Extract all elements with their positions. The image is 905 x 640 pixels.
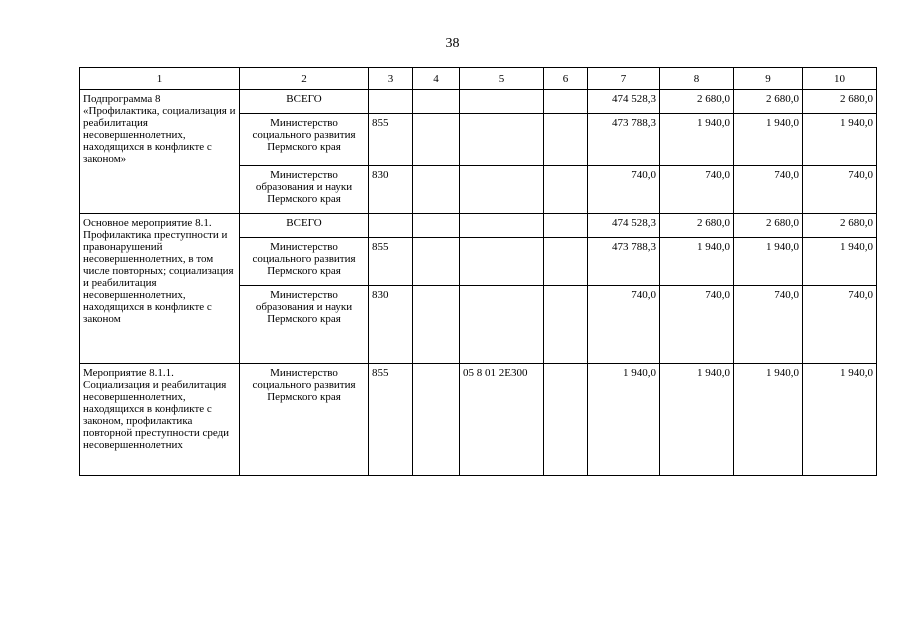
column-header: 8 <box>660 68 734 90</box>
code-cell <box>460 214 544 238</box>
amount-cell: 740,0 <box>660 166 734 214</box>
amount-cell: 2 680,0 <box>803 214 877 238</box>
program-name-cell: Подпрограмма 8 «Профилактика, социализация и реабилитация несовершеннолетних, находящихся в конфликте с законом» <box>80 90 240 214</box>
code-cell <box>413 114 460 166</box>
code-cell <box>544 238 588 286</box>
column-header: 7 <box>588 68 660 90</box>
amount-cell: 2 680,0 <box>734 214 803 238</box>
code-cell <box>369 90 413 114</box>
code-cell: 855 <box>369 238 413 286</box>
executor-cell: Министерство социального развития Пермского края <box>240 238 369 286</box>
code-cell <box>413 286 460 364</box>
amount-cell: 473 788,3 <box>588 114 660 166</box>
executor-cell: ВСЕГО <box>240 214 369 238</box>
executor-cell: Министерство образования и науки Пермского края <box>240 286 369 364</box>
code-cell <box>460 238 544 286</box>
code-cell <box>413 90 460 114</box>
code-cell <box>460 114 544 166</box>
table-row <box>80 364 877 476</box>
amount-cell: 2 680,0 <box>803 90 877 114</box>
amount-cell: 740,0 <box>803 286 877 364</box>
code-cell: 855 <box>369 114 413 166</box>
amount-cell: 1 940,0 <box>734 364 803 476</box>
amount-cell: 1 940,0 <box>660 238 734 286</box>
code-cell <box>544 364 588 476</box>
amount-cell: 740,0 <box>803 166 877 214</box>
amount-cell: 1 940,0 <box>734 238 803 286</box>
code-cell <box>544 214 588 238</box>
executor-cell: Министерство социального развития Пермского края <box>240 364 369 476</box>
code-cell <box>460 90 544 114</box>
code-cell <box>544 114 588 166</box>
program-name-cell: Мероприятие 8.1.1. Социализация и реабилитация несовершеннолетних, находящихся в конфликте с законом, профилактика повторной преступности среди несовершеннолетних <box>80 364 240 476</box>
code-cell <box>544 286 588 364</box>
code-cell <box>460 166 544 214</box>
column-header: 10 <box>803 68 877 90</box>
amount-cell: 1 940,0 <box>803 364 877 476</box>
program-name-cell: Основное мероприятие 8.1. Профилактика преступности и правонарушений несовершеннолетних, в том числе повторных; социализация и реабилитация несовершеннолетних, находящихся в конфликте с законом <box>80 214 240 364</box>
code-cell <box>544 166 588 214</box>
amount-cell: 740,0 <box>734 286 803 364</box>
amount-cell: 740,0 <box>588 286 660 364</box>
amount-cell: 1 940,0 <box>588 364 660 476</box>
amount-cell: 2 680,0 <box>734 90 803 114</box>
budget-table <box>79 67 877 476</box>
amount-cell: 473 788,3 <box>588 238 660 286</box>
column-header-row <box>80 68 877 90</box>
code-cell <box>460 286 544 364</box>
code-cell: 830 <box>369 286 413 364</box>
amount-cell: 740,0 <box>588 166 660 214</box>
column-header: 3 <box>369 68 413 90</box>
code-cell <box>413 364 460 476</box>
code-cell <box>413 214 460 238</box>
code-cell <box>544 90 588 114</box>
amount-cell: 2 680,0 <box>660 214 734 238</box>
amount-cell: 474 528,3 <box>588 214 660 238</box>
column-header: 1 <box>80 68 240 90</box>
column-header: 2 <box>240 68 369 90</box>
code-cell: 830 <box>369 166 413 214</box>
amount-cell: 2 680,0 <box>660 90 734 114</box>
table-row <box>80 90 877 114</box>
column-header: 9 <box>734 68 803 90</box>
executor-cell: Министерство образования и науки Пермского края <box>240 166 369 214</box>
amount-cell: 1 940,0 <box>660 114 734 166</box>
code-cell <box>413 166 460 214</box>
column-header: 6 <box>544 68 588 90</box>
amount-cell: 474 528,3 <box>588 90 660 114</box>
code-cell <box>369 214 413 238</box>
code-cell: 05 8 01 2Е300 <box>460 364 544 476</box>
executor-cell: Министерство социального развития Пермского края <box>240 114 369 166</box>
table-row <box>80 214 877 238</box>
amount-cell: 740,0 <box>734 166 803 214</box>
code-cell <box>413 238 460 286</box>
amount-cell: 1 940,0 <box>660 364 734 476</box>
executor-cell: ВСЕГО <box>240 90 369 114</box>
amount-cell: 1 940,0 <box>803 114 877 166</box>
page-number: 38 <box>445 36 460 51</box>
column-header: 4 <box>413 68 460 90</box>
amount-cell: 1 940,0 <box>803 238 877 286</box>
amount-cell: 740,0 <box>660 286 734 364</box>
code-cell: 855 <box>369 364 413 476</box>
amount-cell: 1 940,0 <box>734 114 803 166</box>
column-header: 5 <box>460 68 544 90</box>
